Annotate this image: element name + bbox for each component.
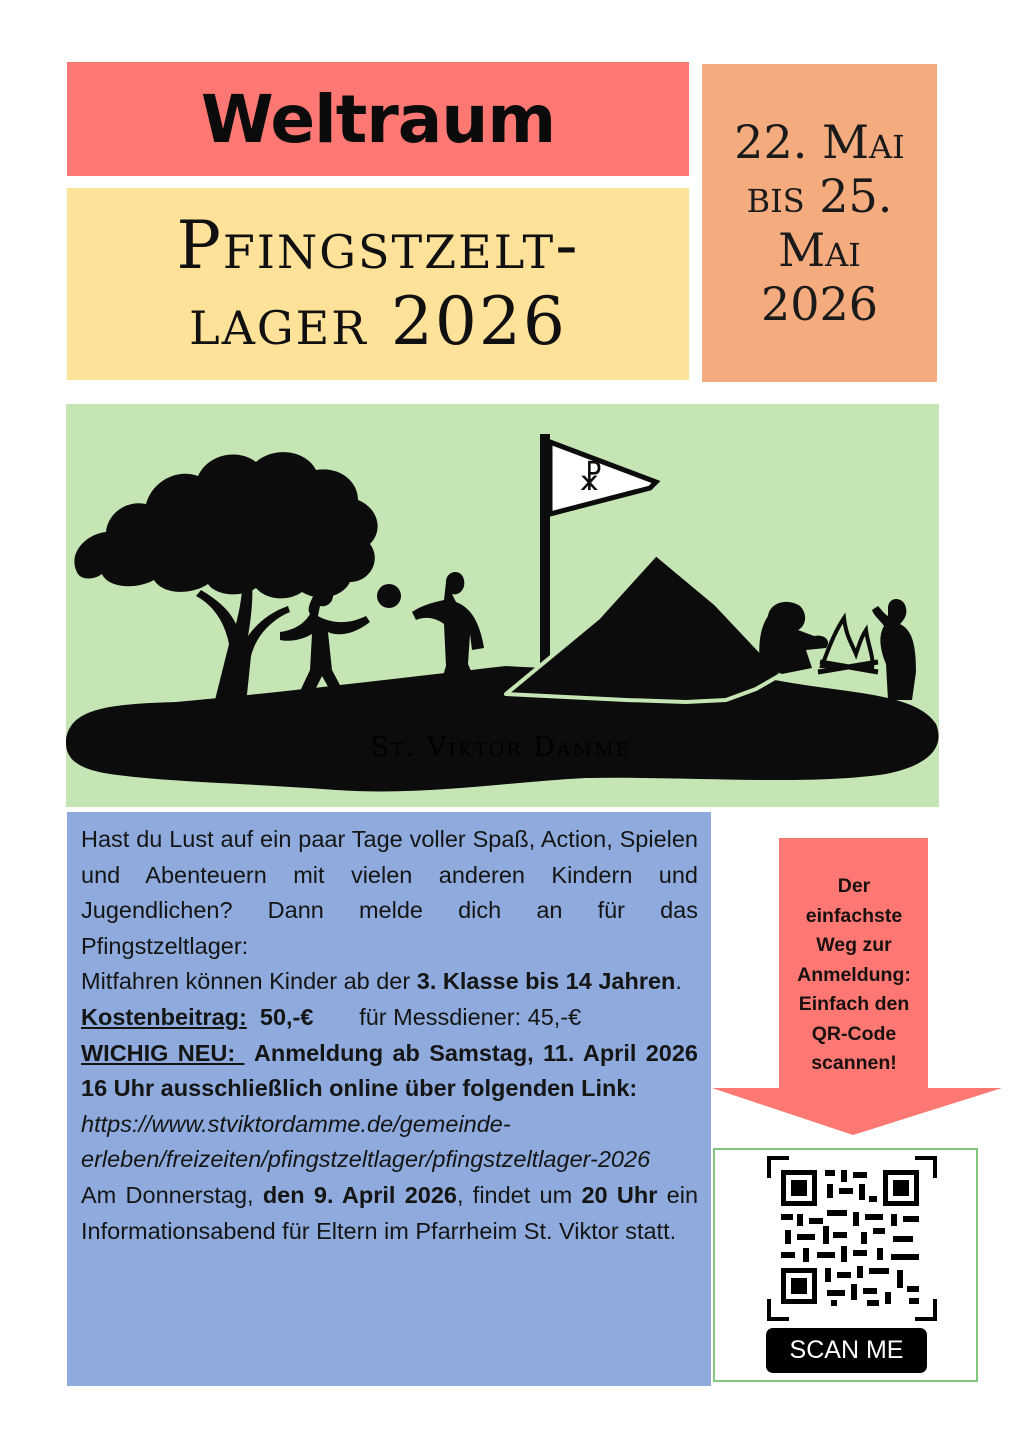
subtitle-line-2: lager 2026 bbox=[189, 283, 567, 360]
registration-text: WICHIG NEU: Anmeldung ab Samstag, 11. April 2026 16 Uhr ausschließlich online über folgenden Link: bbox=[81, 1039, 698, 1102]
camp-illustration bbox=[66, 404, 939, 807]
callout-text: Der einfachste Weg zur Anmeldung: Einfach den QR-Code scannen! bbox=[797, 875, 911, 1074]
date-line-4: 2026 bbox=[760, 277, 879, 331]
ball bbox=[377, 584, 401, 608]
tree-crown bbox=[74, 452, 377, 598]
qr-code-icon[interactable] bbox=[767, 1156, 937, 1321]
info-panel bbox=[67, 812, 711, 1386]
subtitle-line-1: Pfingstzelt- bbox=[176, 207, 580, 284]
scan-me-label: SCAN ME bbox=[789, 1336, 904, 1364]
title-banner bbox=[67, 62, 689, 176]
man-silhouette bbox=[872, 599, 916, 700]
date-line-3: Mai bbox=[778, 223, 861, 277]
meeting-text: Am Donnerstag, den 9. April 2026, findet um 20 Uhr ein Informationsabend für Eltern im Pfarrheim St. Viktor statt. bbox=[81, 1181, 699, 1244]
age-text: Mitfahren können Kinder ab der 3. Klasse bis 14 Jahren. bbox=[81, 968, 682, 995]
ground-silhouette bbox=[66, 666, 939, 791]
poster-title: Weltraum bbox=[200, 80, 556, 158]
scan-me-button[interactable] bbox=[766, 1328, 927, 1373]
camp-caption: St. Viktor Damme bbox=[370, 732, 632, 763]
date-panel bbox=[702, 64, 937, 382]
intro-text: Hast du Lust auf ein paar Tage voller Spaß, Action, Spielen und Abenteuern mit vielen anderen Kindern und Jugendlichen? Dann melde dich an für das Pfingstzeltlager: bbox=[81, 826, 698, 959]
date-line-1: 22. Mai bbox=[734, 115, 905, 169]
registration-link[interactable]: https://www.stviktordamme.de/gemeinde-erleben/freizeiten/pfingstzeltlager/pfingstzeltlager-2026 bbox=[81, 1110, 651, 1173]
camp-silhouette-image bbox=[66, 404, 939, 807]
date-line-2: bis 25. bbox=[746, 169, 893, 223]
subtitle-banner bbox=[67, 188, 689, 380]
flag-symbol-icon: ☧ bbox=[578, 460, 604, 498]
campfire-icon bbox=[822, 618, 872, 668]
cost-text: Kostenbeitrag: 50,-€ für Messdiener: 45,-€ bbox=[81, 1003, 582, 1030]
cook-silhouette bbox=[759, 602, 828, 674]
